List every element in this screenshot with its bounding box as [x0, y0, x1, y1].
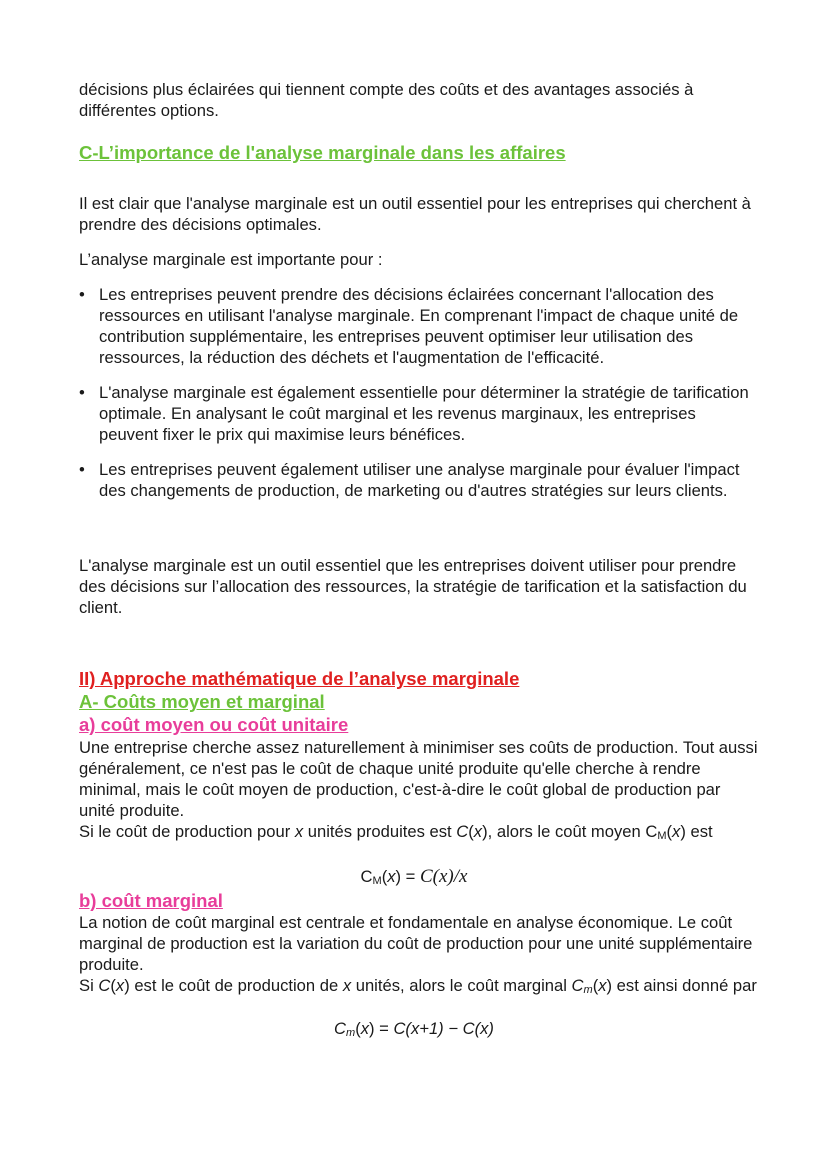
average-cost-definition: Si le coût de production pour x unités produites est C(x), alors le coût moyen $C_M(x)$ est: [79, 822, 713, 842]
bullet-icon: •: [79, 460, 85, 479]
intro-tail-paragraph: décisions plus éclairées qui tiennent compte des coûts et des avantages associés à différentes options.: [79, 80, 694, 120]
bullet-icon: •: [79, 285, 85, 304]
bullet-text: Les entreprises peuvent également utiliser une analyse marginale pour évaluer l'impact des changements de production, de marketing ou d'autres stratégies sur leurs clients.: [99, 460, 740, 500]
subsection-a-heading: A- Coûts moyen et marginal: [79, 691, 325, 712]
section-c-paragraph-2: L’analyse marginale est importante pour :: [79, 250, 383, 269]
bullet-text: Les entreprises peuvent prendre des décisions éclairées concernant l'allocation des ressources en utilisant l'analyse marginale. En comprenant l'impact de chaque unité de contribution supplémentaire, les entreprises peuvent optimiser leur utilisation des ressources, la réduction des déchets et l'augmentation de l'efficacité.: [99, 285, 739, 367]
subsection-a-a-heading: a) coût moyen ou coût unitaire: [79, 714, 349, 735]
marginal-cost-formula: $C_m(x) = C(x+1) - C(x)$: [334, 1019, 494, 1039]
average-cost-formula: $C_M(x) = C(x)/x$: [360, 866, 468, 887]
average-cost-paragraph: Une entreprise cherche assez naturellement à minimiser ses coûts de production. Tout aussi généralement, ce n'est pas le coût de chaque unité produite qu'elle cherche à rendre minimal, mais le coût moyen de production, c'est-à-dire le coût global de production par unité produite.: [79, 738, 758, 820]
section-c-conclusion: L'analyse marginale est un outil essentiel que les entreprises doivent utiliser pour prendre des décisions sur l’allocation des ressources, la stratégie de tarification et la satisfaction du client.: [79, 556, 747, 617]
bullet-icon: •: [79, 383, 85, 402]
section-c-heading: C-L’importance de l'analyse marginale dans les affaires: [79, 142, 566, 163]
section-c-bullet-list: [79, 284, 749, 501]
section-ii-heading: II) Approche mathématique de l’analyse marginale: [79, 668, 520, 689]
bullet-text: L'analyse marginale est également essentielle pour déterminer la stratégie de tarification optimale. En analysant le coût marginal et les revenus marginaux, les entreprises peuvent fixer le prix qui maximise leurs bénéfices.: [99, 383, 749, 444]
section-c-paragraph-1: Il est clair que l'analyse marginale est un outil essentiel pour les entreprises qui cherchent à prendre des décisions optimales.: [79, 194, 751, 234]
marginal-cost-paragraph: La notion de coût marginal est centrale et fondamentale en analyse économique. Le coût marginal de production est la variation du coût de production pour une unité supplémentaire produite.: [79, 913, 753, 974]
marginal-cost-definition: Si C(x) est le coût de production de x unités, alors le coût marginal $C_m(x)$ est ainsi donné par: [79, 976, 757, 996]
bullet-item: [79, 459, 749, 501]
bullet-item: [79, 382, 749, 445]
bullet-item: [79, 284, 749, 368]
subsection-b-heading: b) coût marginal: [79, 890, 223, 911]
